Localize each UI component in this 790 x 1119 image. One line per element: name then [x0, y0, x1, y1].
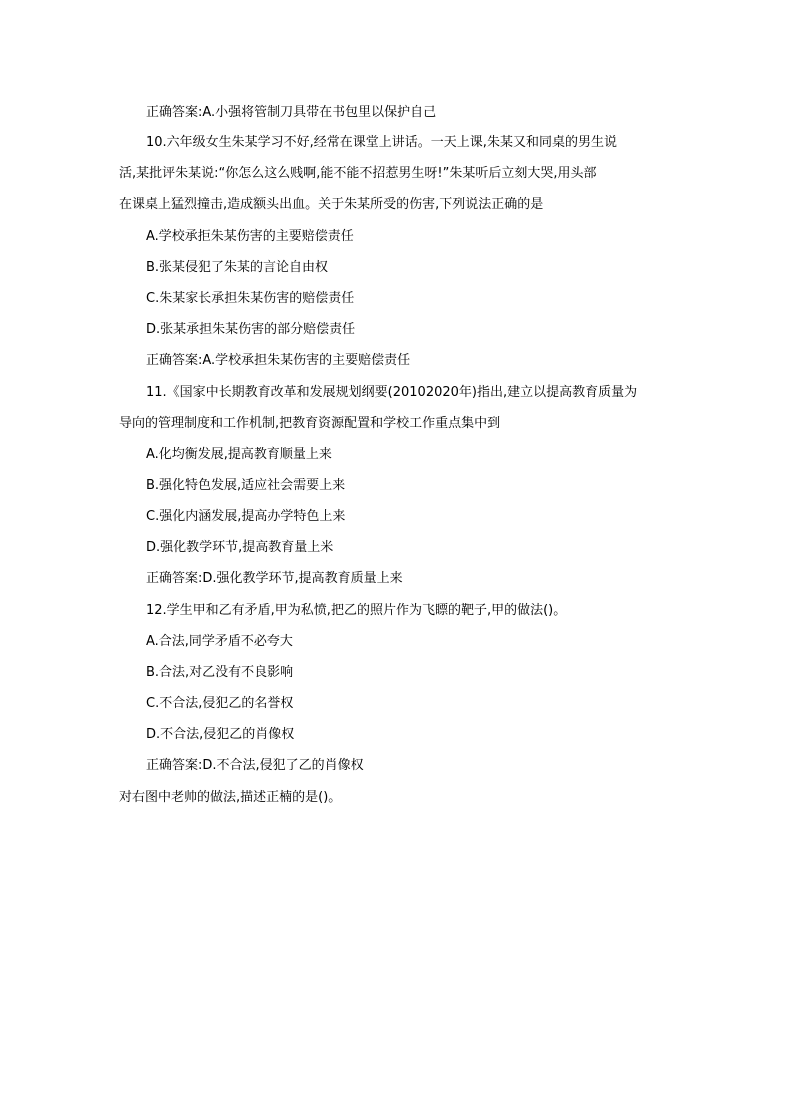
question-11-option-a: A.化均衡发展,提高教育顺量上来 — [146, 447, 332, 462]
question-11-line-1: 11.《国家中长期教育改革和发展规划纲要(20102020年)指出,建立以提高教育质量为 — [146, 385, 638, 400]
question-12-line-1: 12.学生甲和乙有矛盾,甲为私愤,把乙的照片作为飞瞟的靶子,甲的做法()。 — [146, 603, 567, 618]
answer-line-9: 正确答案:A.小强将管制刀具带在书包里以保护自己 — [146, 105, 437, 120]
question-11-option-c: C.强化内涵发展,提高办学特色上来 — [146, 509, 346, 524]
question-12-option-a: A.合法,同学矛盾不必夸大 — [146, 634, 293, 649]
answer-line-11: 正确答案:D.强化教学环节,提高教育质量上来 — [146, 571, 403, 586]
question-10-option-b: B.张某侵犯了朱某的言论自由权 — [146, 260, 329, 275]
question-10-line-2: 活,某批评朱某说:“你怎么这么贱啊,能不能不招惹男生呀!”朱某听后立刻大哭,用头部 — [119, 166, 597, 181]
question-11-line-2: 导向的管理制度和工作机制,把教育资源配置和学校工作重点集中到 — [119, 416, 501, 431]
question-10-option-c: C.朱某家长承担朱某伤害的赔偿责任 — [146, 291, 355, 306]
question-10-line-3: 在课桌上猛烈撞击,造成额头出血。关于朱某所受的伤害,下列说法正确的是 — [119, 197, 544, 212]
question-11-option-b: B.强化特色发展,适应社会需要上来 — [146, 478, 346, 493]
question-12-option-d: D.不合法,侵犯乙的肖像权 — [146, 727, 295, 742]
question-12-option-b: B.合法,对乙没有不良影响 — [146, 665, 294, 680]
question-12-option-c: C.不合法,侵犯乙的名誉权 — [146, 696, 294, 711]
answer-line-10: 正确答案:A.学校承担朱某伤害的主要赔偿责任 — [146, 353, 411, 368]
question-11-option-d: D.强化教学环节,提高教育量上米 — [146, 540, 334, 555]
question-10-option-d: D.张某承担朱某伤害的部分赔偿责任 — [146, 322, 356, 337]
question-10-line-1: 10.六年级女生朱某学习不好,经常在课堂上讲话。一天上课,朱某又和同桌的男生说 — [146, 135, 617, 150]
answer-line-12: 正确答案:D.不合法,侵犯了乙的肖像权 — [146, 758, 364, 773]
question-13-line-1: 对右图中老帅的做法,描述正楠的是()。 — [119, 790, 342, 805]
question-10-option-a: A.学校承拒朱某伤害的主要赔偿责任 — [146, 229, 354, 244]
